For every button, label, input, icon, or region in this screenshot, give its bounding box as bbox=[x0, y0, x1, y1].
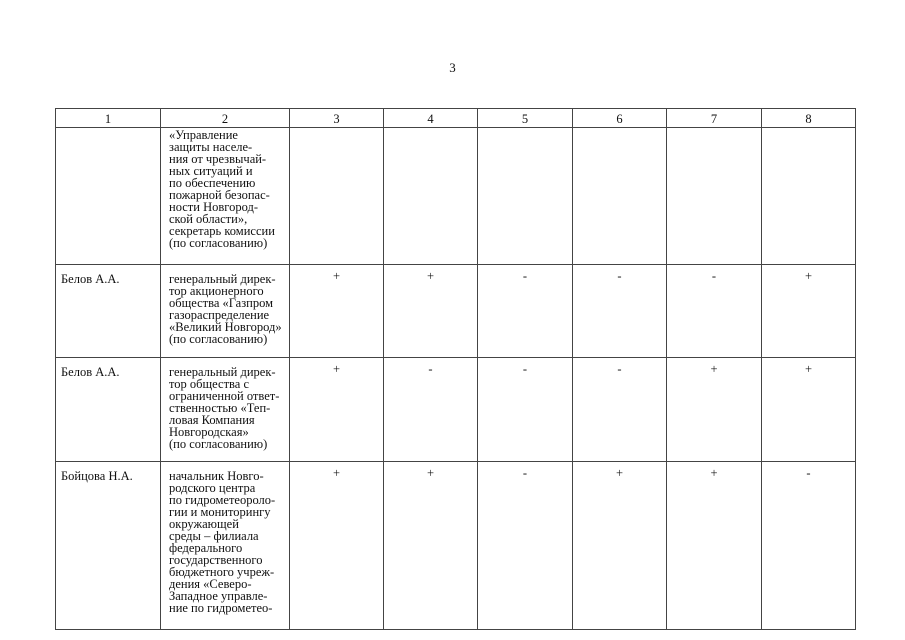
mark-cell: + bbox=[667, 462, 762, 630]
column-header: 4 bbox=[384, 109, 478, 128]
description-line: Новгородская» bbox=[169, 425, 249, 439]
description-line: «Великий Новгород» bbox=[169, 320, 282, 334]
description-line: (по согласованию) bbox=[169, 332, 268, 346]
column-header: 5 bbox=[478, 109, 573, 128]
description-line: секретарь комиссии bbox=[169, 224, 275, 238]
mark-cell: - bbox=[478, 462, 573, 630]
description-line: тор акционерного bbox=[169, 284, 264, 298]
description-line: по гидрометеороло- bbox=[169, 493, 276, 507]
description-line: родского центра bbox=[169, 481, 256, 495]
description-line: ограниченной ответ- bbox=[169, 389, 280, 403]
description-line: ния от чрезвычай- bbox=[169, 152, 267, 166]
mark-cell: - bbox=[573, 358, 667, 462]
description-line: ных ситуаций и bbox=[169, 164, 253, 178]
table-row bbox=[56, 462, 856, 630]
position-description-cell bbox=[161, 358, 290, 462]
mark-cell: + bbox=[290, 358, 384, 462]
description-line: защиты населе- bbox=[169, 140, 253, 154]
description-line: пожарной безопас- bbox=[169, 188, 270, 202]
description-line: государственного bbox=[169, 553, 263, 567]
description-line: начальник Новго- bbox=[169, 469, 264, 483]
mark-cell bbox=[290, 128, 384, 265]
mark-cell: + bbox=[384, 462, 478, 630]
description-line: «Управление bbox=[169, 128, 238, 142]
description-line: дения «Северо- bbox=[169, 577, 252, 591]
mark-cell bbox=[762, 128, 856, 265]
column-header: 7 bbox=[667, 109, 762, 128]
mark-cell: + bbox=[384, 265, 478, 358]
position-description-cell bbox=[161, 462, 290, 630]
description-line: среды – филиала bbox=[169, 529, 259, 543]
mark-cell bbox=[667, 128, 762, 265]
member-name-cell: Белов А.А. bbox=[56, 358, 161, 462]
description-line: гии и мониторингу bbox=[169, 505, 271, 519]
description-line: генеральный дирек- bbox=[169, 365, 276, 379]
description-line: бюджетного учреж- bbox=[169, 565, 275, 579]
mark-cell: - bbox=[667, 265, 762, 358]
page-number: 3 bbox=[449, 60, 456, 75]
description-line: (по согласованию) bbox=[169, 236, 268, 250]
mark-cell bbox=[573, 128, 667, 265]
column-header: 2 bbox=[161, 109, 290, 128]
mark-cell: + bbox=[762, 265, 856, 358]
description-line: тор общества с bbox=[169, 377, 249, 391]
description-line: ние по гидрометео- bbox=[169, 601, 273, 615]
column-header: 8 bbox=[762, 109, 856, 128]
mark-cell: + bbox=[290, 265, 384, 358]
table-row bbox=[56, 358, 856, 462]
description-line: окружающей bbox=[169, 517, 239, 531]
description-line: федерального bbox=[169, 541, 243, 555]
column-header: 3 bbox=[290, 109, 384, 128]
description-line: генеральный дирек- bbox=[169, 272, 276, 286]
description-line: общества «Газпром bbox=[169, 296, 274, 310]
table-row bbox=[56, 265, 856, 358]
mark-cell: - bbox=[478, 265, 573, 358]
mark-cell: + bbox=[762, 358, 856, 462]
mark-cell bbox=[478, 128, 573, 265]
description-line: по обеспечению bbox=[169, 176, 256, 190]
mark-cell: - bbox=[478, 358, 573, 462]
member-name-cell bbox=[56, 128, 161, 265]
member-name-cell: Белов А.А. bbox=[56, 265, 161, 358]
mark-cell: - bbox=[762, 462, 856, 630]
position-description-cell bbox=[161, 265, 290, 358]
mark-cell bbox=[384, 128, 478, 265]
mark-cell: - bbox=[573, 265, 667, 358]
commission-table bbox=[55, 108, 856, 630]
description-line: ности Новгород- bbox=[169, 200, 258, 214]
description-line: ской области», bbox=[169, 212, 248, 226]
description-line: Западное управле- bbox=[169, 589, 268, 603]
description-line: ловая Компания bbox=[169, 413, 255, 427]
description-line: (по согласованию) bbox=[169, 437, 268, 451]
member-name-cell: Бойцова Н.А. bbox=[56, 462, 161, 630]
description-line: ственностью «Теп- bbox=[169, 401, 271, 415]
mark-cell: + bbox=[573, 462, 667, 630]
table-row bbox=[56, 128, 856, 265]
column-header: 6 bbox=[573, 109, 667, 128]
position-description-cell bbox=[161, 128, 290, 265]
table-header-row bbox=[56, 109, 856, 128]
mark-cell: - bbox=[384, 358, 478, 462]
description-line: газораспределение bbox=[169, 308, 270, 322]
mark-cell: + bbox=[667, 358, 762, 462]
mark-cell: + bbox=[290, 462, 384, 630]
column-header: 1 bbox=[56, 109, 161, 128]
